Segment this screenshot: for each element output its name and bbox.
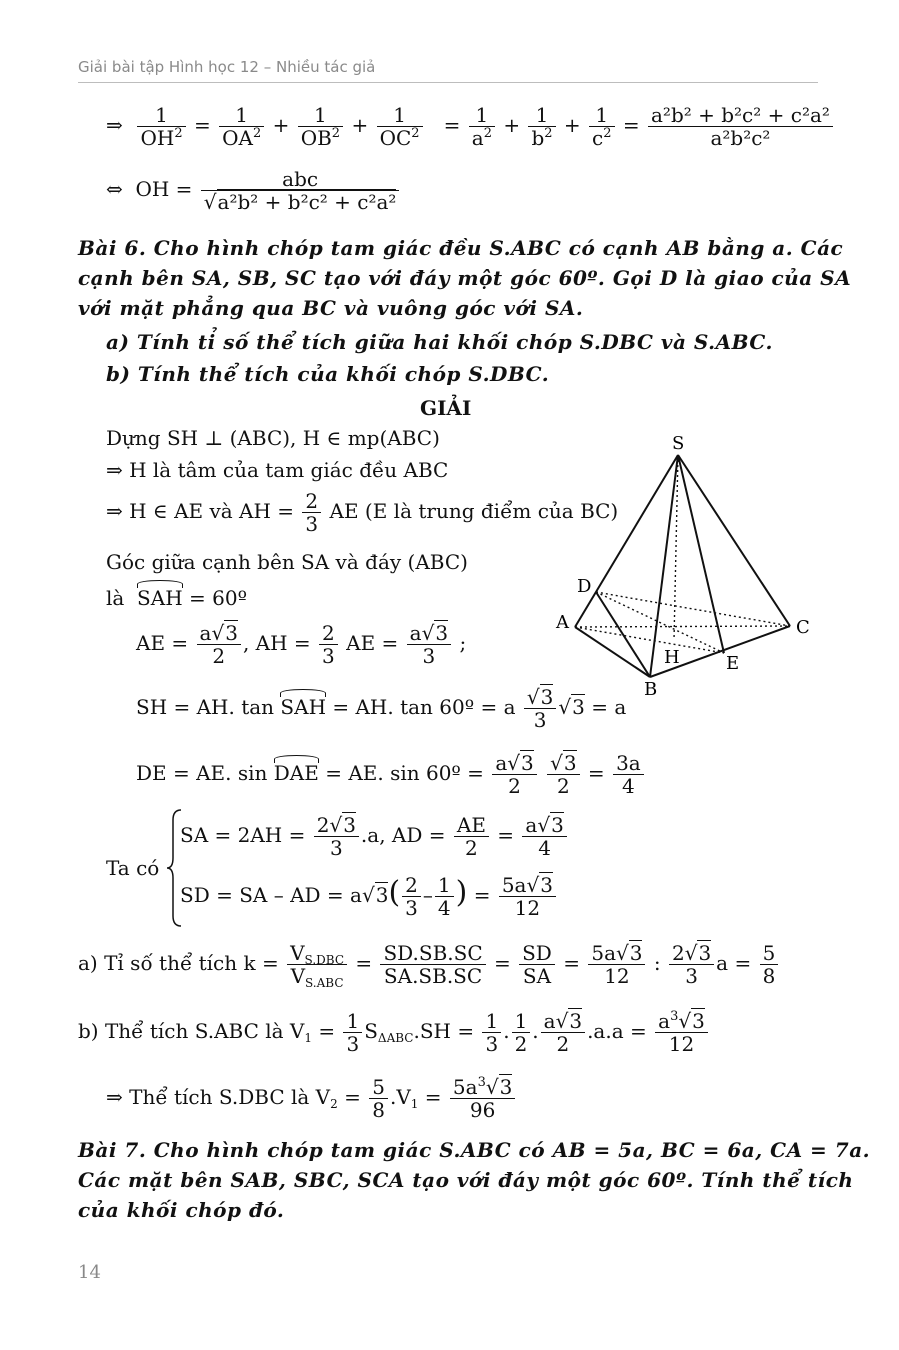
sol-step-4: Góc giữa cạnh bên SA và đáy (ABC)	[106, 550, 468, 574]
answer-b-2: ⇒ Thể tích S.DBC là $V_2$ = $\frac{5}{8}$ $.V_1$ = $\frac{5a^3√3}{96}$	[106, 1076, 517, 1121]
bai7-line2: Các mặt bên SAB, SBC, SCA tạo với đáy một góc 60º. Tính thể tích	[78, 1168, 854, 1192]
bai6-line2: cạnh bên SA, SB, SC tạo với đáy một góc 60º. Gọi D là giao của SA	[78, 266, 852, 290]
sol-de: DE = AE. sin DAE = AE. sin 60º = $\frac{a√3}{2}$ $\frac{√3}{2}$ = $\frac{3a}{4}$	[136, 752, 646, 797]
edge-ab	[575, 627, 650, 677]
label-e: E	[726, 653, 740, 674]
sol-step-1: Dựng SH ⊥ (ABC), H ∈ mp(ABC)	[106, 426, 440, 450]
answer-a: a) Tỉ số thể tích k = $V_{S.DBC}$ $V_{S.ABC}$ = $\frac{SD.SB.SC}{SA.SB.SC}$ = $\frac{SD}{SA}$ = $\frac{5a√3}{12}$ : $\frac{2√3}{3}$ a = $\frac{5}{8}$	[78, 942, 780, 987]
running-header: Giải bài tập Hình học 12 – Nhiều tác giả	[78, 58, 376, 76]
bai7-line3: của khối chóp đó.	[78, 1198, 285, 1222]
answer-b: b) Thể tích S.ABC là $V_1$ = $\frac{1}{3}$ $S_{\Delta ABC}.SH$ = $\frac{1}{3}$ . $\frac{1}{2}$ . $\frac{a√3}{2}$ .a.a = $\frac{a^3√3}{12}$	[78, 1010, 710, 1055]
equation-1: ⇒ $\frac{1}{OH^2}$ = $\frac{1}{OA^2}$ + $\frac{1}{OB^2}$ + $\frac{1}{OC^2}$ = $\frac{1}{a^2}$ + $\frac{1}{b^2}$ + $\frac{1}{c^2}$ = $\frac{\text{a²b² + b²c² + c²a²}}{\text{a²b²c²}}$	[106, 104, 835, 149]
edge-ac	[575, 626, 790, 627]
edge-dc	[596, 592, 790, 626]
page-number: 14	[78, 1262, 101, 1283]
edge-se	[678, 455, 724, 653]
bai6-line1: Bài 6. Cho hình chóp tam giác đều S.ABC có cạnh AB bằng a. Các	[78, 236, 844, 260]
edge-sc	[678, 455, 790, 626]
system-row-2: SD = SA – AD = a√3( $\frac{2}{3}$ – $\frac{1}{4}$ ) = $\frac{5a√3}{12}$	[180, 874, 558, 919]
sol-step-3: ⇒ H ∈ AE và AH = $\frac{2}{3}$ AE (E là trung điểm của BC)	[106, 489, 619, 536]
ta-co-label: Ta có	[106, 856, 160, 880]
sol-step-2: ⇒ H là tâm của tam giác đều ABC	[106, 458, 449, 482]
system-row-1: SA = 2AH = $\frac{2√3}{3}$ .a, AD = $\frac{AE}{2}$ = $\frac{a√3}{4}$	[180, 814, 569, 859]
sol-step-5: là SAH = 60º	[106, 586, 247, 610]
edge-ae	[575, 627, 724, 653]
sol-ae-ah: AE = $\frac{a√3}{2}$ , AH = $\frac{2}{3}$ AE = $\frac{a√3}{3}$ ;	[136, 621, 467, 668]
label-s: S	[672, 433, 685, 454]
edge-sa	[575, 455, 678, 627]
label-a: A	[556, 612, 569, 633]
bai6-line3: với mặt phẳng qua BC và vuông góc với SA.	[78, 296, 584, 320]
label-b: B	[644, 679, 658, 700]
label-d: D	[577, 576, 592, 597]
label-h: H	[664, 647, 680, 668]
bai6-question-a: a) Tính tỉ số thể tích giữa hai khối chóp S.DBC và S.ABC.	[106, 330, 773, 354]
bai6-question-b: b) Tính thể tích của khối chóp S.DBC.	[106, 362, 550, 386]
bai7-line1: Bài 7. Cho hình chóp tam giác S.ABC có AB = 5a, BC = 6a, CA = 7a.	[78, 1138, 871, 1162]
pyramid-figure	[550, 425, 820, 705]
edge-db	[596, 592, 650, 677]
equation-2: ⇔ OH = abc √a²b² + b²c² + c²a²	[106, 168, 401, 213]
solution-heading: GIẢI	[420, 396, 472, 420]
sol-sh: SH = AH. tan SAH = AH. tan 60º = a $\frac{√3}{3}$ √3 = a	[136, 685, 627, 732]
label-c: C	[796, 617, 810, 638]
header-rule	[78, 82, 818, 83]
